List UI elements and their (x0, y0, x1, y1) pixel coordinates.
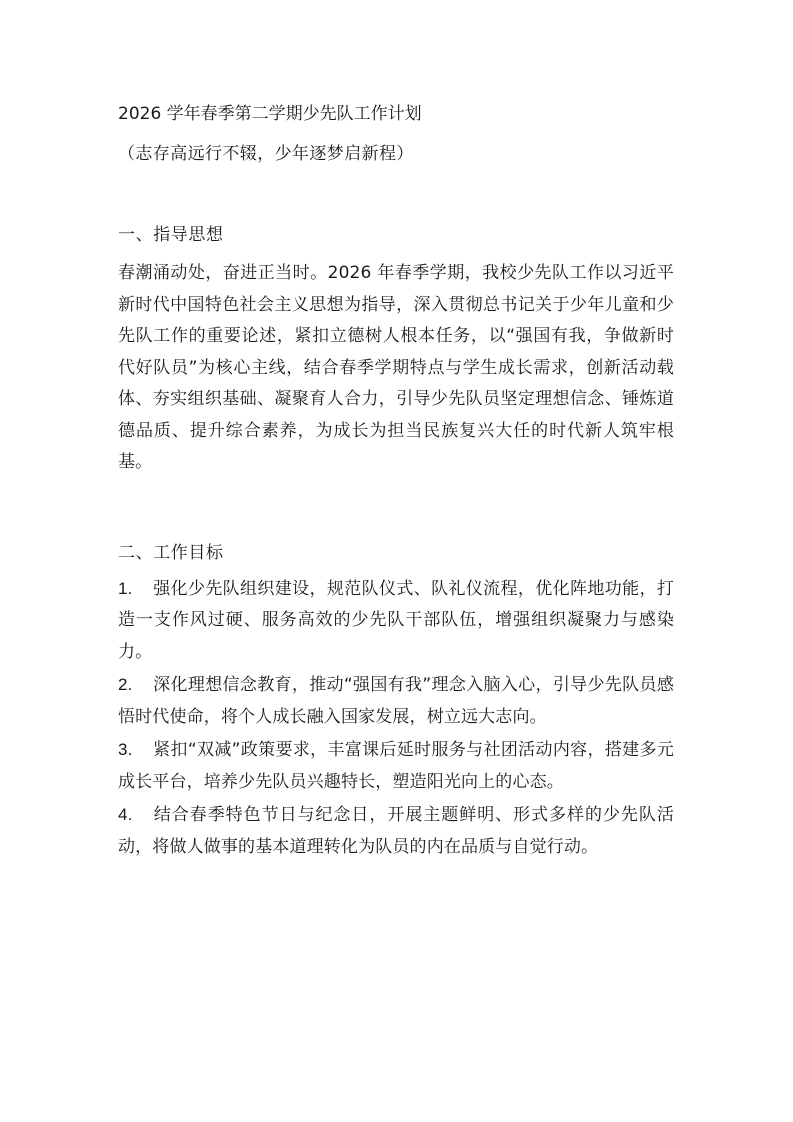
document-title: 2026 学年春季第二学期少先队工作计划 (118, 104, 422, 124)
list-item-text: 紧扣“双减”政策要求，丰富课后延时服务与社团活动内容，搭建多元成长平台，培养少先队员兴趣特长，塑造阳光向上的心态。 (118, 740, 674, 792)
goals-list (118, 573, 674, 864)
section-heading-work-goals: 二、工作目标 (118, 542, 224, 563)
list-item (118, 799, 674, 863)
list-item-number: 2. (118, 675, 133, 694)
document-subtitle: （志存高远行不辍，少年逐梦启新程） (118, 144, 414, 164)
list-item (118, 573, 674, 669)
list-item-number: 3. (118, 740, 133, 759)
section-paragraph-guiding-ideology: 春潮涌动处，奋进正当时。2026 年春季学期，我校少先队工作以习近平新时代中国特色社会主义思想为指导，深入贯彻总书记关于少年儿童和少先队工作的重要论述，紧扣立德树人根本任务，以“强国有我，争做新时代好队员”为核心主线，结合春季学期特点与学生成长需求，创新活动载体、夯实组织基础、凝聚育人合力，引导少先队员坚定理想信念、锤炼道德品质、提升综合素养，为成长为担当民族复兴大任的时代新人筑牢根基。 (118, 263, 674, 472)
list-item-text: 深化理想信念教育，推动“强国有我”理念入脑入心，引导少先队员感悟时代使命，将个人成长融入国家发展，树立远大志向。 (118, 675, 674, 727)
list-item (118, 734, 674, 798)
list-item-number: 1. (118, 578, 133, 598)
list-item-text: 结合春季特色节日与纪念日，开展主题鲜明、形式多样的少先队活动，将做人做事的基本道理转化为队员的内在品质与自觉行动。 (118, 805, 674, 857)
document-body (118, 104, 674, 864)
list-item (118, 669, 674, 733)
section-heading-guiding-ideology: 一、指导思想 (118, 225, 224, 245)
list-item-number: 4. (118, 805, 133, 824)
list-item-text: 强化少先队组织建设，规范队仪式、队礼仪流程，优化阵地功能，打造一支作风过硬、服务高效的少先队干部队伍，增强组织凝聚力与感染力。 (118, 578, 674, 662)
